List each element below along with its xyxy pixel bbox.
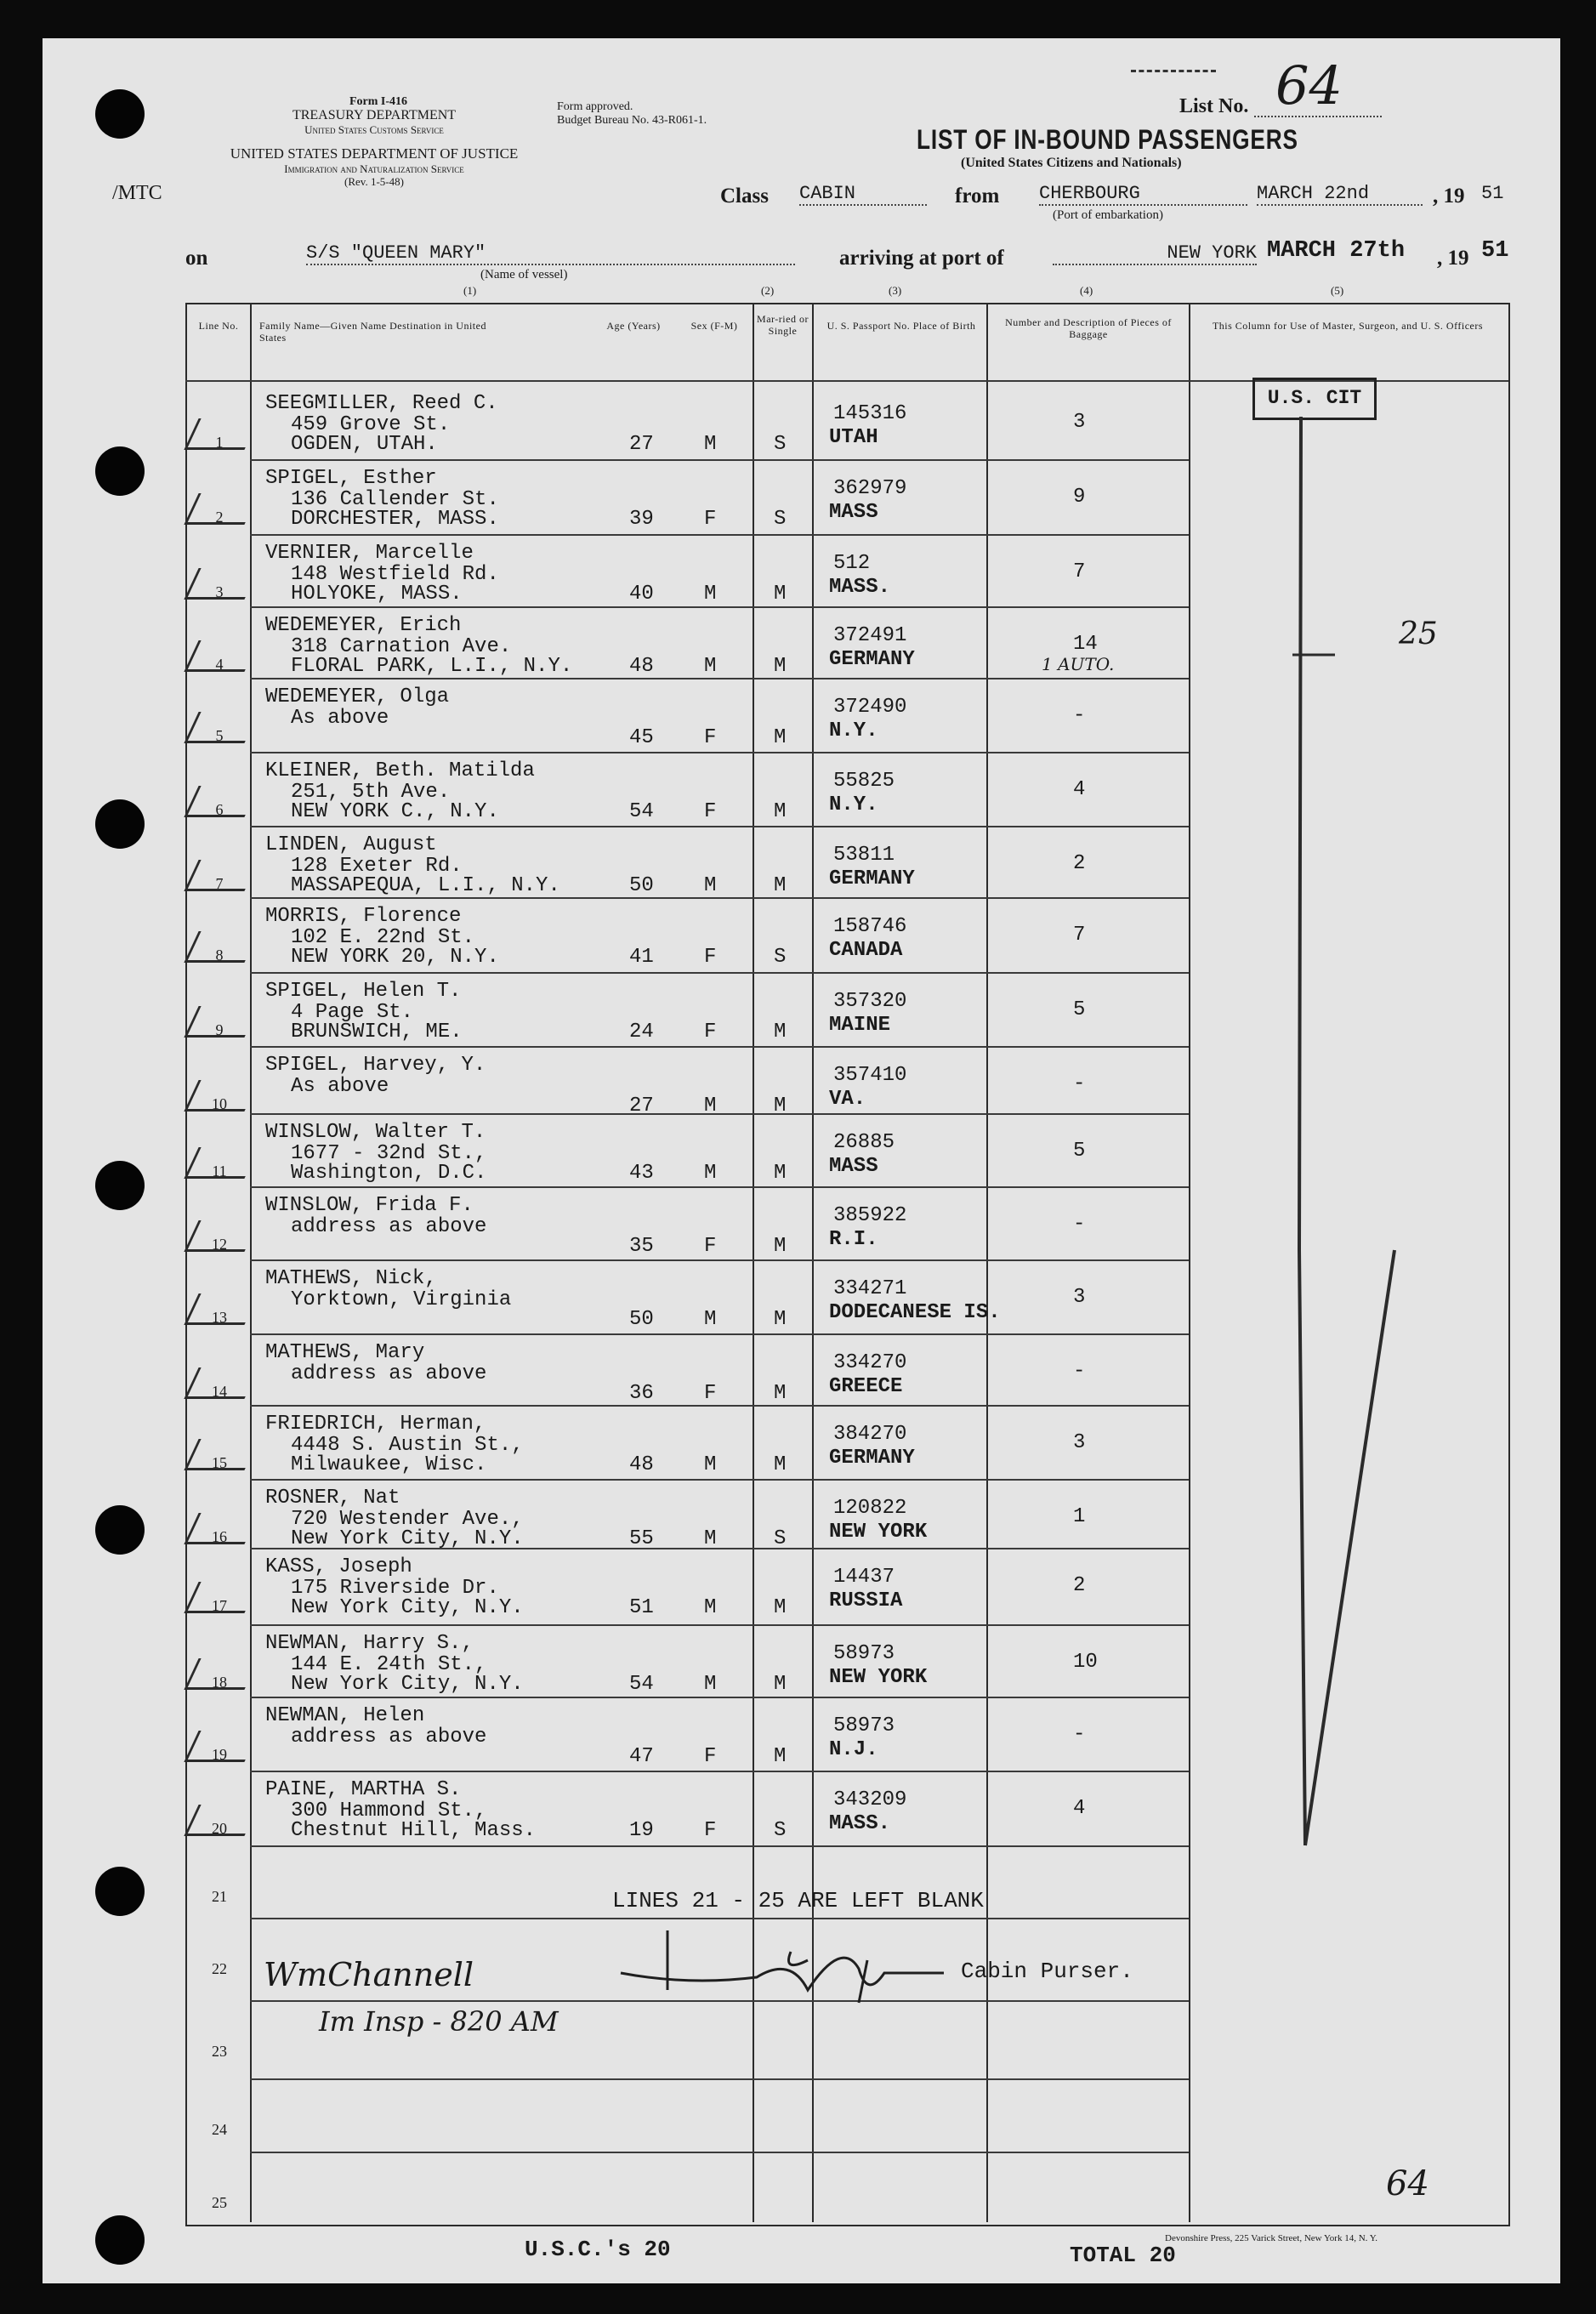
passenger-sex: F: [704, 508, 717, 531]
col-head-age: Age (Years): [606, 320, 661, 332]
passenger-address-1: 4448 S. Austin St.,: [291, 1434, 524, 1457]
passenger-sex: F: [704, 1021, 717, 1043]
line-number: 25: [212, 2194, 227, 2211]
passenger-address-2: NEW YORK 20, N.Y.: [291, 946, 499, 969]
line-number: 8: [215, 947, 224, 964]
passenger-address-2: New York City, N.Y.: [291, 1527, 524, 1550]
vessel-note: (Name of vessel): [480, 268, 568, 281]
passenger-age: 55: [629, 1527, 654, 1550]
row-rule: [250, 534, 1189, 536]
passenger-sex: M: [704, 1162, 717, 1185]
passenger-name: MATHEWS, Mary: [265, 1341, 425, 1364]
row-rule: [250, 1479, 1189, 1481]
row-rule: [250, 1046, 1189, 1048]
line-number: 15: [212, 1454, 227, 1471]
line-number: 18: [212, 1674, 227, 1691]
officer-note: 25: [1399, 617, 1438, 651]
row-rule: [250, 1113, 1189, 1115]
passport-number: 512: [833, 552, 871, 575]
passenger-address-2: HOLYOKE, MASS.: [291, 583, 463, 606]
passenger-address-2: FLORAL PARK, L.I., N.Y.: [291, 655, 573, 678]
passenger-age: 45: [629, 726, 654, 749]
passenger-sex: F: [704, 1819, 717, 1842]
on-label: on: [185, 247, 208, 270]
col-head-baggage: Number and Description of Pieces of Baggage: [1005, 316, 1172, 340]
passenger-sex: F: [704, 1382, 717, 1405]
baggage-count: 7: [1073, 924, 1086, 947]
passenger-sex: M: [704, 1596, 717, 1619]
line-number: 7: [215, 875, 224, 892]
passport-number: 372490: [833, 696, 907, 719]
passenger-name: NEWMAN, Helen: [265, 1704, 425, 1727]
row-rule: [250, 1333, 1189, 1335]
marital-status: S: [774, 508, 787, 531]
row-rule: [250, 606, 1189, 608]
col-num-4: (4): [1080, 284, 1093, 297]
row-rule: [250, 678, 1189, 679]
passenger-address-1: 144 E. 24th St.,: [291, 1653, 487, 1676]
blank-lines-note: LINES 21 - 25 ARE LEFT BLANK: [612, 1888, 984, 1913]
passport-number: 58973: [833, 1642, 895, 1665]
baggage-count: 3: [1073, 411, 1086, 434]
passenger-sex: M: [704, 655, 717, 678]
row-rule: [250, 2078, 1189, 2080]
punch-hole: [95, 2215, 145, 2265]
marital-status: M: [774, 726, 787, 749]
baggage-count: 3: [1073, 1286, 1086, 1309]
passenger-name: KASS, Joseph: [265, 1555, 412, 1578]
passenger-name: NEWMAN, Harry S.,: [265, 1632, 474, 1655]
place-of-birth: VA.: [829, 1088, 866, 1111]
budget-bureau: Budget Bureau No. 43-R061-1.: [557, 114, 707, 127]
form-title: LIST OF IN-BOUND PASSENGERS: [917, 124, 1298, 155]
col-num-3: (3): [889, 284, 902, 297]
passenger-address-1: As above: [291, 707, 389, 730]
baggage-count: 2: [1073, 1574, 1086, 1597]
row-rule: [250, 2152, 1189, 2153]
passenger-address-1: address as above: [291, 1362, 487, 1385]
corner-number: 64: [1386, 2164, 1429, 2203]
passport-number: 334271: [833, 1277, 907, 1300]
passport-number: 343209: [833, 1788, 907, 1811]
arrive-date: MARCH 27th: [1267, 238, 1406, 264]
passenger-address-1: 102 E. 22nd St.: [291, 926, 475, 949]
passenger-age: 27: [629, 433, 654, 456]
passenger-name: WINSLOW, Walter T.: [265, 1121, 486, 1144]
passenger-name: KLEINER, Beth. Matilda: [265, 759, 535, 782]
line-number: 10: [212, 1095, 227, 1112]
col-head-officers: This Column for Use of Master, Surgeon, and U. S. Officers: [1212, 320, 1484, 332]
embark-note: (Port of embarkation): [1053, 208, 1163, 222]
place-of-birth: GREECE: [829, 1375, 903, 1398]
passenger-name: SEEGMILLER, Reed C.: [265, 392, 498, 415]
mtc-mark: /MTC: [112, 182, 162, 204]
col-head-sex: Sex (F-M): [690, 320, 738, 332]
dash-mark: [1131, 70, 1216, 72]
usc-count: U.S.C.'s 20: [525, 2237, 671, 2262]
col-head-line-no: Line No.: [198, 320, 239, 332]
place-of-birth: MASS.: [829, 1812, 891, 1835]
punch-hole: [95, 89, 145, 139]
marital-status: M: [774, 874, 787, 897]
baggage-note: 1 AUTO.: [1042, 654, 1115, 674]
passenger-name: WINSLOW, Frida F.: [265, 1194, 474, 1217]
passenger-address-1: address as above: [291, 1215, 487, 1238]
marital-status: M: [774, 583, 787, 606]
marital-status: M: [774, 1673, 787, 1696]
baggage-count: 9: [1073, 486, 1086, 509]
baggage-count: 4: [1073, 1797, 1086, 1820]
passenger-age: 41: [629, 946, 654, 969]
passenger-address-2: New York City, N.Y.: [291, 1673, 524, 1696]
col-divider: [250, 304, 252, 2222]
place-of-birth: CANADA: [829, 939, 903, 962]
passenger-age: 24: [629, 1021, 654, 1043]
passport-number: 362979: [833, 477, 907, 500]
passenger-address-1: 300 Hammond St.,: [291, 1799, 487, 1822]
passenger-sex: M: [704, 433, 717, 456]
passenger-address-1: 1677 - 32nd St.,: [291, 1142, 487, 1165]
place-of-birth: N.Y.: [829, 793, 878, 816]
line-number: 22: [212, 1960, 227, 1977]
passenger-sex: M: [704, 1527, 717, 1550]
passenger-age: 54: [629, 1673, 654, 1696]
depart-year-prefix: , 19: [1433, 185, 1465, 208]
col-num-2: (2): [761, 284, 775, 297]
line-number: 14: [212, 1383, 227, 1400]
baggage-count: 5: [1073, 998, 1086, 1021]
place-of-birth: N.Y.: [829, 719, 878, 742]
marital-status: S: [774, 1527, 787, 1550]
list-no-line: [1254, 116, 1382, 117]
purser-label: Cabin Purser.: [961, 1959, 1133, 1984]
punch-hole: [95, 1505, 145, 1555]
passenger-name: WEDEMEYER, Erich: [265, 614, 462, 637]
marital-status: M: [774, 1596, 787, 1619]
marital-status: M: [774, 1382, 787, 1405]
passport-number: 334270: [833, 1351, 907, 1374]
place-of-birth: N.J.: [829, 1738, 878, 1761]
place-of-birth: R.I.: [829, 1228, 878, 1251]
vessel-name: S/S "QUEEN MARY": [306, 242, 795, 265]
passenger-address-1: 128 Exeter Rd.: [291, 855, 463, 878]
form-approved: Form approved.: [557, 100, 633, 113]
baggage-count: 7: [1073, 560, 1086, 583]
passenger-sex: F: [704, 1235, 717, 1258]
total-count: TOTAL 20: [1070, 2243, 1176, 2268]
baggage-count: 14: [1073, 633, 1098, 656]
passenger-age: 35: [629, 1235, 654, 1258]
baggage-count: 4: [1073, 778, 1086, 801]
us-citizen-stamp: U.S. CIT: [1252, 378, 1377, 420]
passenger-age: 50: [629, 874, 654, 897]
inspector-signature: WmChannell: [264, 1956, 474, 1993]
passenger-name: VERNIER, Marcelle: [265, 542, 474, 565]
place-of-birth: NEW YORK: [829, 1521, 928, 1544]
line-number: 3: [215, 583, 224, 600]
arrival-port: NEW YORK: [1053, 242, 1257, 265]
passenger-age: 51: [629, 1596, 654, 1619]
line-number: 23: [212, 2043, 227, 2060]
place-of-birth: NEW YORK: [829, 1666, 928, 1689]
passenger-address-1: 720 Westender Ave.,: [291, 1508, 524, 1531]
passenger-address-2: New York City, N.Y.: [291, 1596, 524, 1619]
passenger-address-1: 318 Carnation Ave.: [291, 635, 512, 658]
passenger-name: SPIGEL, Helen T.: [265, 980, 462, 1003]
passenger-sex: M: [704, 1673, 717, 1696]
punch-hole: [95, 799, 145, 849]
passenger-sex: F: [704, 1745, 717, 1768]
passport-number: 120822: [833, 1497, 907, 1520]
passenger-address-1: As above: [291, 1075, 389, 1098]
passenger-address-2: NEW YORK C., N.Y.: [291, 800, 499, 823]
col-head-passport: U. S. Passport No. Place of Birth: [826, 320, 976, 332]
passenger-name: ROSNER, Nat: [265, 1487, 400, 1510]
line-number: 19: [212, 1746, 227, 1763]
arriving-label: arriving at port of: [839, 247, 1004, 270]
printer-credit: Devonshire Press, 225 Varick Street, New York 14, N. Y.: [1165, 2233, 1378, 2243]
from-value: CHERBOURG: [1039, 183, 1247, 206]
row-rule: [250, 1845, 1189, 1847]
line-number: 13: [212, 1309, 227, 1326]
purser-signature: [587, 1922, 969, 2016]
passport-number: 14437: [833, 1566, 895, 1589]
place-of-birth: MASS.: [829, 576, 891, 599]
passenger-address-2: Milwaukee, Wisc.: [291, 1453, 487, 1476]
passenger-address-1: 136 Callender St.: [291, 488, 499, 511]
baggage-count: -: [1073, 1213, 1086, 1236]
from-label: from: [955, 185, 1000, 208]
marital-status: S: [774, 946, 787, 969]
inspector-note: Im Insp - 820 AM: [319, 2005, 559, 2038]
passenger-address-2: DORCHESTER, MASS.: [291, 508, 499, 531]
depart-date: MARCH 22nd: [1257, 183, 1423, 206]
marital-status: M: [774, 1453, 787, 1476]
baggage-count: 5: [1073, 1140, 1086, 1163]
passenger-sex: M: [704, 1094, 717, 1117]
row-rule: [250, 897, 1189, 899]
marital-status: M: [774, 1094, 787, 1117]
place-of-birth: GERMANY: [829, 648, 915, 671]
row-rule: [250, 1697, 1189, 1698]
passport-number: 55825: [833, 770, 895, 793]
place-of-birth: GERMANY: [829, 867, 915, 890]
justice-label: UNITED STATES DEPARTMENT OF JUSTICE: [230, 145, 519, 162]
line-number: 17: [212, 1597, 227, 1614]
list-no-value: 64: [1275, 54, 1343, 117]
col-head-married: Mar-ried or Single: [757, 313, 809, 337]
marital-status: S: [774, 1819, 787, 1842]
passenger-age: 50: [629, 1308, 654, 1331]
officer-pen-line: [1275, 400, 1403, 1862]
passenger-sex: M: [704, 874, 717, 897]
class-label: Class: [720, 185, 769, 208]
place-of-birth: MASS: [829, 1155, 878, 1178]
baggage-count: 2: [1073, 852, 1086, 875]
passenger-age: 19: [629, 1819, 654, 1842]
punch-hole: [95, 1161, 145, 1210]
line-number: 21: [212, 1888, 227, 1905]
line-number: 16: [212, 1528, 227, 1545]
passport-number: 26885: [833, 1131, 895, 1154]
line-number: 24: [212, 2121, 227, 2138]
punch-hole: [95, 1867, 145, 1916]
punch-hole: [95, 446, 145, 496]
passenger-age: 39: [629, 508, 654, 531]
marital-status: S: [774, 433, 787, 456]
row-rule: [250, 459, 1189, 461]
row-rule: [250, 1918, 1189, 1919]
list-no-label: List No.: [1179, 95, 1249, 117]
passenger-sex: M: [704, 1453, 717, 1476]
passenger-address-1: 175 Riverside Dr.: [291, 1577, 499, 1600]
place-of-birth: RUSSIA: [829, 1589, 903, 1612]
passenger-age: 43: [629, 1162, 654, 1185]
passenger-name: PAINE, MARTHA S.: [265, 1778, 462, 1801]
line-number: 5: [215, 727, 224, 744]
form-id: Form I-416: [349, 95, 408, 108]
passenger-address-1: 251, 5th Ave.: [291, 781, 451, 804]
passport-number: 372491: [833, 624, 907, 647]
passenger-address-2: MASSAPEQUA, L.I., N.Y.: [291, 874, 560, 897]
marital-status: M: [774, 1308, 787, 1331]
passenger-address-1: 459 Grove St.: [291, 413, 451, 436]
col-num-5: (5): [1331, 284, 1344, 297]
place-of-birth: MASS: [829, 501, 878, 524]
customs-label: United States Customs Service: [304, 123, 444, 136]
passenger-age: 48: [629, 1453, 654, 1476]
passenger-address-2: OGDEN, UTAH.: [291, 433, 438, 456]
marital-status: M: [774, 655, 787, 678]
passenger-name: LINDEN, August: [265, 833, 437, 856]
passenger-sex: M: [704, 583, 717, 606]
passport-number: 158746: [833, 915, 907, 938]
passenger-sex: F: [704, 726, 717, 749]
passenger-age: 48: [629, 655, 654, 678]
arrive-year-prefix: , 19: [1437, 247, 1469, 270]
line-number: 20: [212, 1820, 227, 1837]
baggage-count: -: [1073, 1723, 1086, 1746]
line-number: 12: [212, 1236, 227, 1253]
treasury-label: TREASURY DEPARTMENT: [292, 108, 457, 122]
place-of-birth: UTAH: [829, 426, 878, 449]
ins-label: Immigration and Naturalization Service: [284, 162, 464, 175]
passport-number: 384270: [833, 1423, 907, 1446]
passenger-age: 54: [629, 800, 654, 823]
row-rule: [250, 972, 1189, 974]
marital-status: M: [774, 1235, 787, 1258]
place-of-birth: MAINE: [829, 1014, 891, 1037]
row-rule: [250, 1771, 1189, 1772]
passport-number: 53811: [833, 844, 895, 867]
passenger-name: FRIEDRICH, Herman,: [265, 1413, 486, 1436]
line-number: 1: [215, 434, 224, 451]
marital-status: M: [774, 1745, 787, 1768]
passenger-age: 27: [629, 1094, 654, 1117]
passport-number: 145316: [833, 402, 907, 425]
place-of-birth: DODECANESE IS.: [829, 1301, 1001, 1324]
passenger-address-1: Yorktown, Virginia: [291, 1288, 512, 1311]
line-number: 9: [215, 1021, 224, 1038]
depart-year: 51: [1481, 183, 1504, 204]
passenger-sex: F: [704, 946, 717, 969]
baggage-count: 1: [1073, 1505, 1086, 1528]
passenger-sex: F: [704, 800, 717, 823]
row-rule: [250, 1405, 1189, 1407]
row-rule: [250, 1186, 1189, 1188]
arrive-year: 51: [1481, 238, 1509, 264]
passenger-address-2: Chestnut Hill, Mass.: [291, 1819, 537, 1842]
baggage-count: -: [1073, 1072, 1086, 1095]
row-rule: [250, 1624, 1189, 1626]
row-rule: [250, 826, 1189, 827]
passenger-address-2: Washington, D.C.: [291, 1162, 487, 1185]
col-divider: [1189, 304, 1190, 2222]
passport-number: 385922: [833, 1204, 907, 1227]
row-rule: [250, 1259, 1189, 1261]
passenger-name: SPIGEL, Esther: [265, 467, 437, 490]
passenger-name: MORRIS, Florence: [265, 905, 462, 928]
place-of-birth: GERMANY: [829, 1447, 915, 1470]
passenger-address-2: BRUNSWICH, ME.: [291, 1021, 463, 1043]
line-number: 4: [215, 656, 224, 673]
passenger-name: MATHEWS, Nick,: [265, 1267, 437, 1290]
col-num-1: (1): [463, 284, 477, 297]
row-rule: [250, 752, 1189, 753]
baggage-count: 10: [1073, 1651, 1098, 1674]
baggage-count: 3: [1073, 1431, 1086, 1454]
form-subtitle: (United States Citizens and Nationals): [961, 156, 1182, 170]
line-number: 11: [212, 1163, 227, 1180]
baggage-count: -: [1073, 1360, 1086, 1383]
passenger-age: 36: [629, 1382, 654, 1405]
passenger-address-1: address as above: [291, 1726, 487, 1748]
marital-status: M: [774, 800, 787, 823]
col-divider: [986, 304, 988, 2222]
rev-label: (Rev. 1-5-48): [344, 175, 404, 188]
passenger-name: SPIGEL, Harvey, Y.: [265, 1054, 486, 1077]
line-number: 6: [215, 801, 224, 818]
col-head-name: Family Name—Given Name Destination in United States: [259, 320, 486, 344]
passenger-address-1: 4 Page St.: [291, 1001, 414, 1024]
baggage-count: -: [1073, 704, 1086, 727]
passenger-age: 40: [629, 583, 654, 606]
passport-number: 357320: [833, 990, 907, 1013]
marital-status: M: [774, 1021, 787, 1043]
passenger-sex: M: [704, 1308, 717, 1331]
passenger-name: WEDEMEYER, Olga: [265, 685, 450, 708]
passport-number: 58973: [833, 1714, 895, 1737]
class-value: CABIN: [799, 183, 927, 206]
passenger-address-1: 148 Westfield Rd.: [291, 563, 499, 586]
line-number: 2: [215, 509, 224, 526]
passenger-age: 47: [629, 1745, 654, 1768]
marital-status: M: [774, 1162, 787, 1185]
passport-number: 357410: [833, 1064, 907, 1087]
